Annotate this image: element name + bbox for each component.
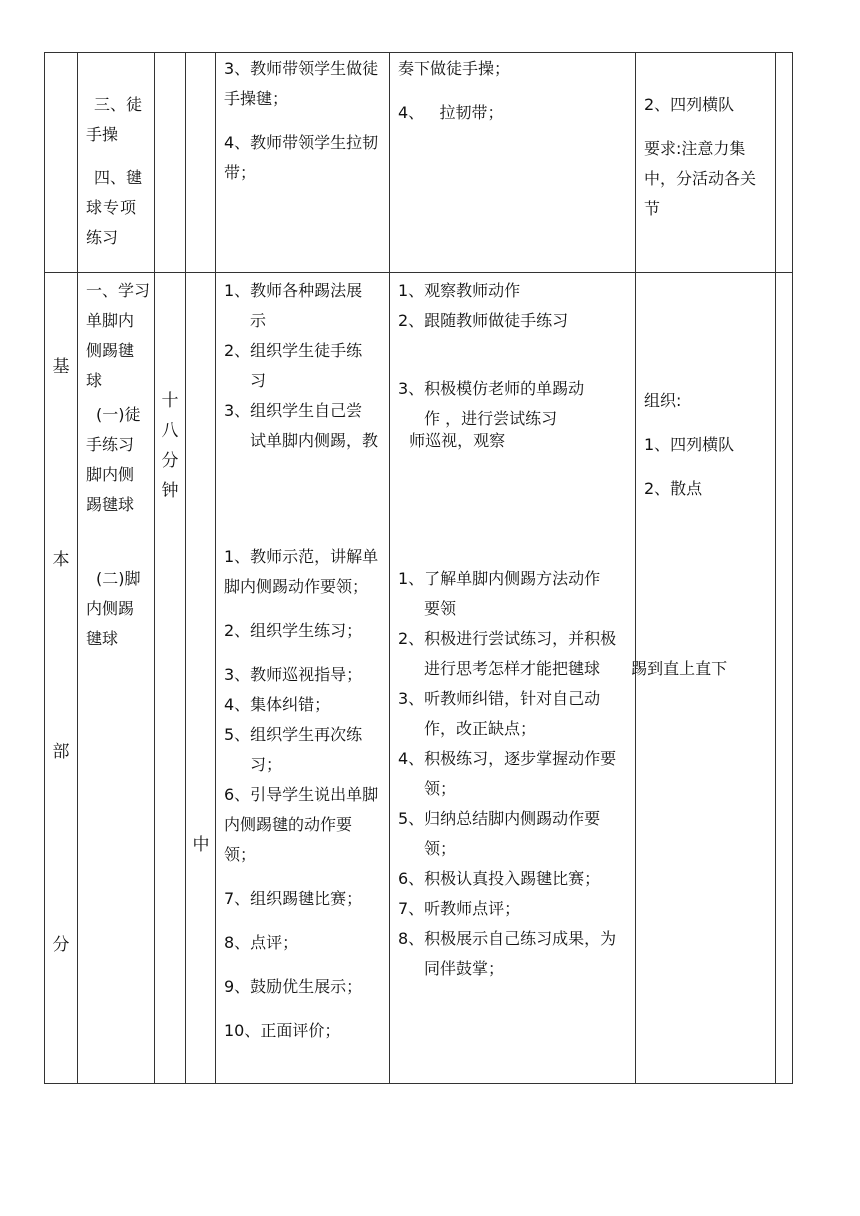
student-line: 要领 bbox=[424, 599, 457, 618]
teacher-line: 2、组织学生徒手练 bbox=[224, 341, 363, 360]
student-line: 进行思考怎样才能把毽球 bbox=[424, 659, 601, 678]
content-line: 毽球 bbox=[86, 629, 119, 648]
column-divider-4 bbox=[215, 52, 216, 1084]
section-label-char: 分 bbox=[52, 935, 70, 955]
student-line: 作 ，进行尝试练习 bbox=[424, 409, 558, 428]
content-line: (二)脚 bbox=[96, 569, 141, 588]
content-line: 球专项 bbox=[86, 198, 138, 217]
student-line: 1、观察教师动作 bbox=[398, 281, 521, 300]
student-line: 4、积极练习，逐步掌握动作要 bbox=[398, 749, 617, 768]
teacher-line: 3、组织学生自己尝 bbox=[224, 401, 363, 420]
student-line: 7、听教师点评； bbox=[398, 899, 521, 918]
teacher-line: 师巡视，观察 bbox=[409, 431, 506, 450]
student-activity-upper bbox=[398, 54, 634, 128]
student-line: 5、归纳总结脚内侧踢动作要 bbox=[398, 809, 601, 828]
student-activity-lower-b bbox=[398, 564, 728, 984]
org-line: 1、四列横队 bbox=[644, 435, 735, 454]
intensity-label: 中 bbox=[192, 835, 210, 855]
org-line: 2、四列横队 bbox=[644, 95, 735, 114]
column-divider-7 bbox=[775, 52, 776, 1084]
table-border-right bbox=[792, 52, 793, 1084]
content-item-3 bbox=[86, 90, 152, 150]
content-item-4 bbox=[86, 163, 152, 253]
content-line: 手操 bbox=[86, 125, 119, 144]
content-line: 练习 bbox=[86, 228, 119, 247]
student-activity-lower-a bbox=[398, 276, 634, 434]
student-line: 领； bbox=[424, 779, 457, 798]
student-line: 6、积极认真投入踢毽比赛； bbox=[398, 869, 601, 888]
student-line: 3、听教师纠错，针对自己动 bbox=[398, 689, 601, 708]
content-lower-a bbox=[86, 276, 152, 520]
time-char: 十 bbox=[161, 391, 179, 411]
student-line: 领； bbox=[424, 839, 457, 858]
content-line: 四、毽 bbox=[94, 168, 143, 187]
org-line: 节 bbox=[644, 199, 661, 218]
student-line: 同伴鼓掌； bbox=[424, 959, 505, 978]
teacher-line: 7、组织踢毽比赛； bbox=[224, 889, 363, 908]
student-line: 2、跟随教师做徒手练习 bbox=[398, 311, 569, 330]
student-line: 1、了解单脚内侧踢方法动作 bbox=[398, 569, 601, 588]
student-line: 作，改正缺点； bbox=[424, 719, 537, 738]
teacher-line: 1、教师各种踢法展 bbox=[224, 281, 363, 300]
column-divider-1 bbox=[77, 52, 78, 1084]
student-line: 3、积极模仿老师的单踢动 bbox=[398, 379, 585, 398]
teacher-line: 2、组织学生练习； bbox=[224, 621, 363, 640]
org-line: 2、散点 bbox=[644, 479, 703, 498]
student-line: 2、积极进行尝试练习，并积极 bbox=[398, 629, 617, 648]
org-line: 组织: bbox=[644, 391, 682, 410]
teacher-line: 1、教师示范，讲解单 bbox=[224, 547, 379, 566]
teacher-line: 9、鼓励优生展示； bbox=[224, 977, 363, 996]
row-divider bbox=[44, 272, 793, 273]
teacher-line: 试单脚内侧踢，教 bbox=[250, 431, 379, 450]
content-line: 一、学习 bbox=[86, 281, 151, 300]
teacher-line: 6、引导学生说出单脚 bbox=[224, 785, 379, 804]
teacher-line: 手操毽； bbox=[224, 89, 289, 108]
time-char: 分 bbox=[161, 451, 179, 471]
column-divider-2 bbox=[154, 52, 155, 1084]
teacher-line: 3、教师带领学生做徒 bbox=[224, 59, 379, 78]
section-label-char: 部 bbox=[52, 742, 70, 762]
content-line: 侧踢毽 bbox=[86, 341, 135, 360]
content-line: 球 bbox=[86, 371, 103, 390]
student-line: 踢到直上直下 bbox=[631, 659, 728, 678]
table-border-bottom bbox=[44, 1083, 793, 1084]
teacher-line: 示 bbox=[250, 311, 267, 330]
teacher-line: 内侧踢毽的动作要 bbox=[224, 815, 353, 834]
teacher-line: 10、正面评价； bbox=[224, 1021, 341, 1040]
time-char: 八 bbox=[161, 421, 179, 441]
teacher-line: 3、教师巡视指导； bbox=[224, 665, 363, 684]
table-border-left bbox=[44, 52, 45, 1084]
teacher-line: 4、教师带领学生拉韧 bbox=[224, 133, 379, 152]
teacher-line: 习； bbox=[250, 755, 283, 774]
teacher-line: 5、组织学生再次练 bbox=[224, 725, 363, 744]
org-line: 中，分活动各关 bbox=[644, 169, 757, 188]
teacher-line: 脚内侧踢动作要领； bbox=[224, 577, 369, 596]
teacher-line: 领； bbox=[224, 845, 257, 864]
teacher-line: 习 bbox=[250, 371, 267, 390]
content-line: (一)徒 bbox=[96, 405, 141, 424]
time-column bbox=[155, 386, 185, 506]
student-line: 4、 拉韧带； bbox=[398, 103, 504, 122]
content-line: 三、徒 bbox=[94, 95, 143, 114]
teacher-line: 带； bbox=[224, 163, 257, 182]
column-divider-5 bbox=[389, 52, 390, 1084]
content-lower-b bbox=[86, 564, 152, 654]
content-line: 手练习 bbox=[86, 435, 135, 454]
content-line: 踢毽球 bbox=[86, 495, 135, 514]
time-char: 钟 bbox=[161, 481, 179, 501]
content-line: 脚内侧 bbox=[86, 465, 135, 484]
organization-upper bbox=[644, 90, 774, 224]
student-line: 8、积极展示自己练习成果，为 bbox=[398, 929, 617, 948]
section-label-char: 本 bbox=[52, 550, 70, 570]
org-line: 要求:注意力集 bbox=[644, 139, 746, 158]
student-line: 奏下做徒手操； bbox=[398, 59, 511, 78]
section-label-char: 基 bbox=[52, 357, 70, 377]
teacher-activity-lower-b bbox=[224, 542, 386, 1046]
content-line: 单脚内 bbox=[86, 311, 135, 330]
teacher-line: 4、集体纠错； bbox=[224, 695, 331, 714]
content-line: 内侧踢 bbox=[86, 599, 135, 618]
column-divider-6 bbox=[635, 52, 636, 1084]
teacher-line: 8、点评； bbox=[224, 933, 299, 952]
table-border-top bbox=[44, 52, 793, 53]
teacher-activity-upper bbox=[224, 54, 386, 188]
organization-lower bbox=[644, 386, 774, 504]
column-divider-3 bbox=[185, 52, 186, 1084]
